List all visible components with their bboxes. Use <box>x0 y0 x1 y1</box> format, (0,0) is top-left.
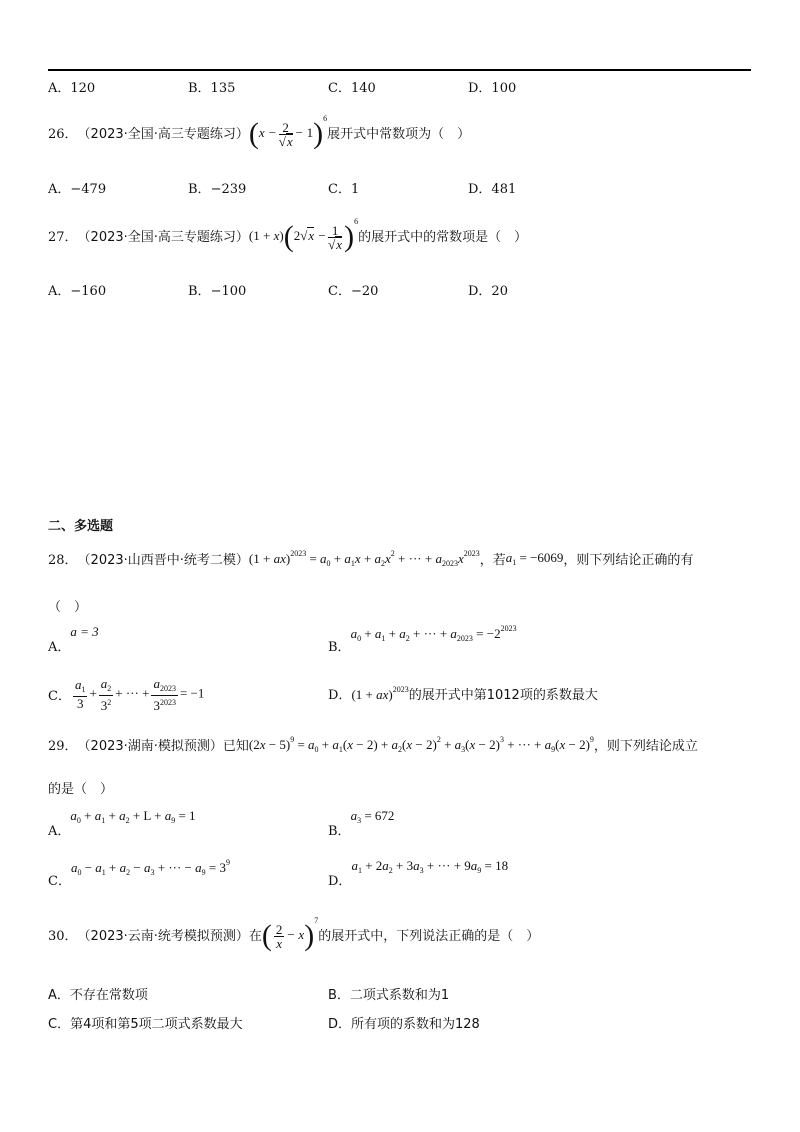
q25-option-b: B．135 <box>188 81 236 96</box>
q28-number: 28． <box>48 552 78 568</box>
q26-formula: (x − $\frac{2}{√x}$ − 1)$^6$ <box>248 114 328 151</box>
q25-option-a: A．120 <box>48 81 96 96</box>
q26-question <box>48 111 470 153</box>
q27-option-c: C．−20 <box>328 284 379 299</box>
q29-option-b: B． $a_3 = 672$ <box>328 808 395 839</box>
q30-option-d: D．所有项的系数和为128 <box>328 1017 480 1032</box>
q26-source: （2023·全国·高三专题练习） <box>77 126 249 142</box>
q27-question-tail: 的展开式中的常数项是（ ） <box>358 229 528 245</box>
q29-question: 29． （2023·湖南·模拟预测）已知 $(2x - 5)^9 = a_0 + a_1(x - 2) + a_2(x - 2)^2 + a_3(x - 2)^3$ + ··· + $a_9(x - 2)^9$ ，则下列结论成立 <box>48 734 698 754</box>
q27-option-d: D．20 <box>468 284 508 299</box>
q30-number: 30． <box>48 928 78 944</box>
q27-number: 27． <box>48 229 78 245</box>
q30-source: （2023·云南·统考模拟预测）在 <box>77 928 262 944</box>
q29-formula: $(2x - 5)^9 = a_0 + a_1(x - 2) + a_2(x - 2)^2 + a_3(x - 2)^3$ + ··· + $a_9(x - 2)^9$ <box>248 734 594 754</box>
top-rule <box>48 69 751 71</box>
q29-option-a: A． $a_0 + a_1 + a_2 + L + a_9 = 1$ <box>48 808 196 839</box>
q26-option-c: C．1 <box>328 182 360 197</box>
q30-option-c: C．第4项和第5项二项式系数最大 <box>48 1017 243 1032</box>
q30-option-b: B．二项式系数和为1 <box>328 988 450 1003</box>
q28-option-b: B． $a_0 + a_1 + a_2$ + ··· + $a_{2023} = -2^{2023}$ <box>328 624 517 655</box>
q25-option-d: D．100 <box>468 81 517 96</box>
q28-question: 28． （2023·山西晋中·统考二模） $(1 + ax)^{2023} = a_0 + a_1x + a_2x^2$ + ··· + $a_{2023}x^{2023}$ ，若 $a_1 = -6069$ ，则下列结论正确的有 <box>48 548 694 568</box>
q28-paren: （ ） <box>48 600 88 615</box>
q26-option-d: D．481 <box>468 182 517 197</box>
q26-option-b: B．−239 <box>188 182 247 197</box>
q27-question <box>48 214 527 256</box>
q27-option-b: B．−100 <box>188 284 247 299</box>
q28-a1-condition: $a_1 = -6069$ <box>505 549 564 567</box>
q29-source: （2023·湖南·模拟预测）已知 <box>77 738 249 754</box>
q28-option-c: C． $\frac{a_1}{3}$ + $\frac{a_2}{3^2}$ + ··· + $\frac{a_{2023}}{3^{2023}}$ = −1 <box>48 675 205 713</box>
q29-tail2: 的是（ ） <box>48 782 114 797</box>
q28-source: （2023·山西晋中·统考二模） <box>77 552 249 568</box>
q27-formula: (1 + x)(2√x − $\frac{1}{√x}$ )$^6$ <box>248 217 359 254</box>
q27-source: （2023·全国·高三专题练习） <box>77 229 249 245</box>
q26-question-tail: 展开式中常数项为（ ） <box>327 126 471 142</box>
q30-formula: ( $\frac{2}{x}$ − x)$^7$ <box>261 916 319 953</box>
q29-option-d: D． $a_1 + 2a_2 + 3a_3$ + ··· + $9a_9 = 18$ <box>328 858 509 889</box>
q28-option-d: D． (1 + ax)$^{2023}$ 的展开式中第1012项的系数最大 <box>328 684 598 703</box>
q28-formula: $(1 + ax)^{2023} = a_0 + a_1x + a_2x^2$ + ··· + $a_{2023}x^{2023}$ <box>248 548 480 568</box>
q26-number: 26． <box>48 126 78 142</box>
q30-question: 30． （2023·云南·统考模拟预测）在 ( $\frac{2}{x}$ − x)$^7$ 的展开式中，下列说法正确的是（ ） <box>48 916 540 953</box>
section-title: 二、多选题 <box>48 519 114 534</box>
q25-option-c: C．140 <box>328 81 376 96</box>
q26-option-a: A．−479 <box>48 182 107 197</box>
q28-option-a: A． a = 3 <box>48 624 99 655</box>
q30-option-a: A．不存在常数项 <box>48 988 148 1003</box>
q29-option-c: C． $a_0 - a_1 + a_2 - a_3$ + ··· − $a_9 = 3^9$ <box>48 858 230 889</box>
q29-number: 29． <box>48 738 78 754</box>
q27-option-a: A．−160 <box>48 284 107 299</box>
